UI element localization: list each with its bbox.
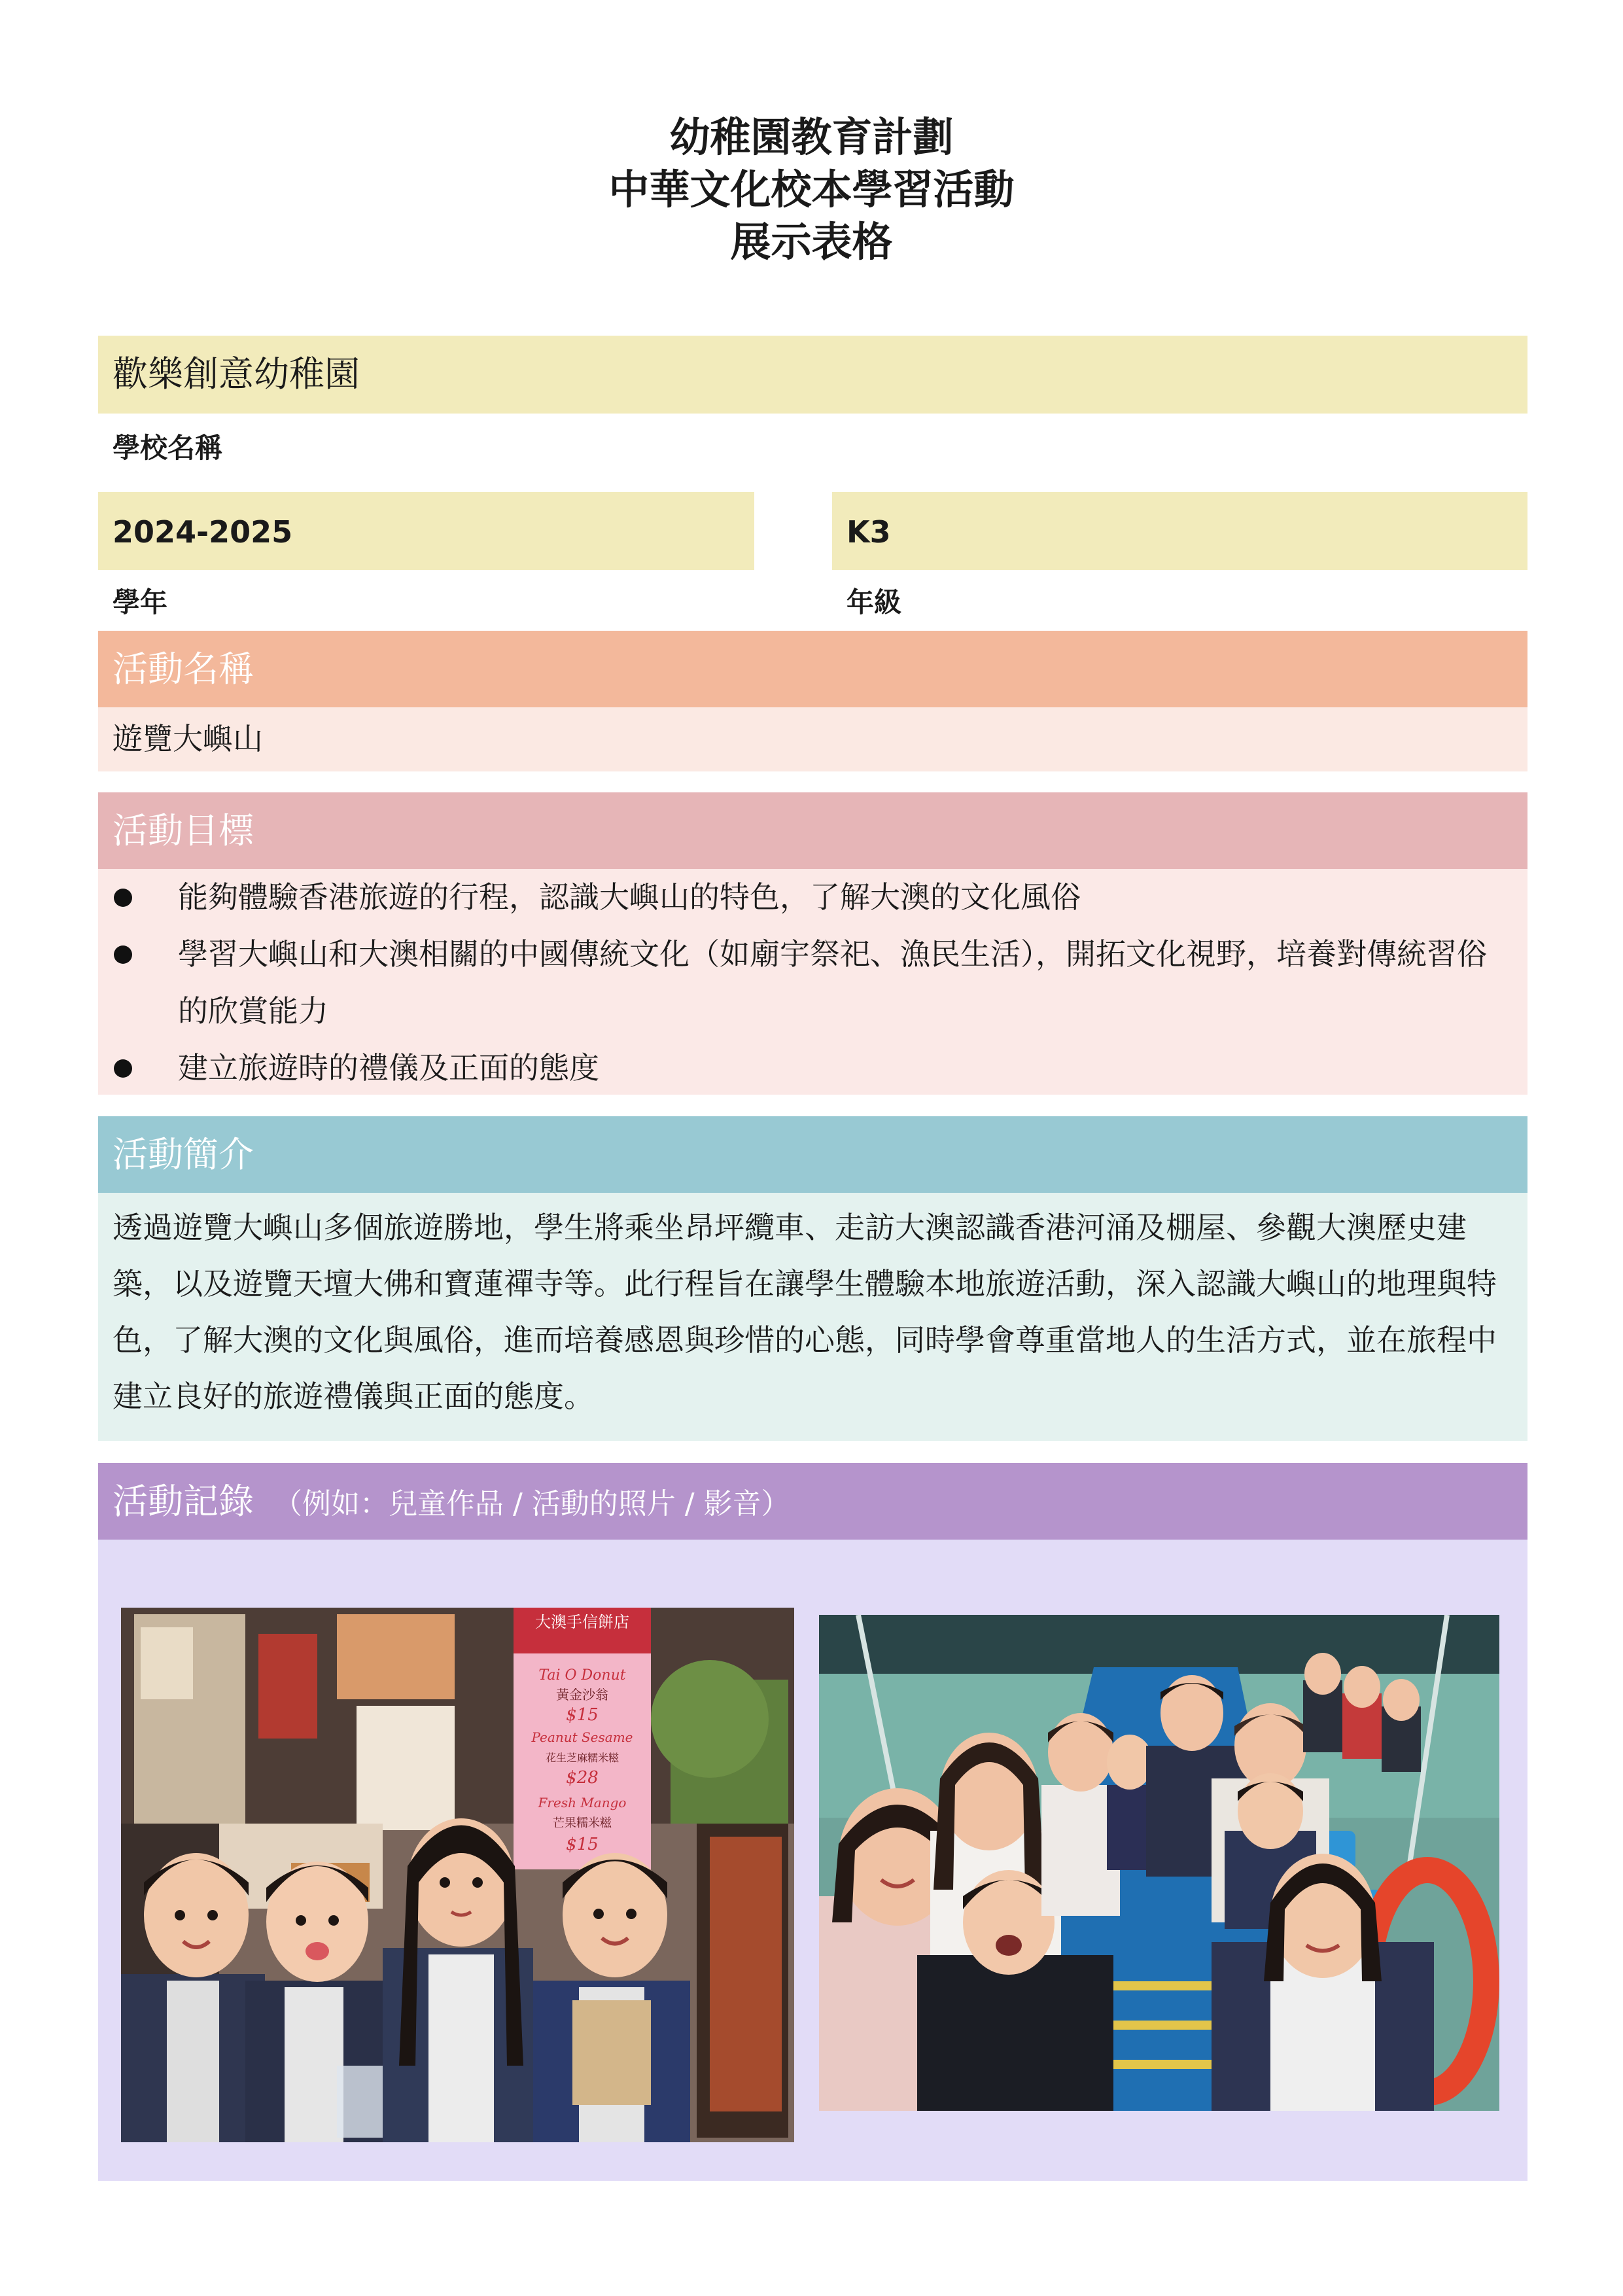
activity-name-heading: 活動名稱 xyxy=(113,648,254,690)
shop-sign-item1-name: Tai O Donut xyxy=(538,1667,626,1684)
shop-sign-item1-price: $15 xyxy=(566,1705,599,1725)
grade-value: K3 xyxy=(846,514,891,550)
objective-text: 建立旅遊時的禮儀及正面的態度 xyxy=(178,1050,599,1086)
shop-sign-name: 大澳手信餅店 xyxy=(535,1613,629,1631)
shop-sign-item2-price: $28 xyxy=(566,1768,599,1788)
objectives-header xyxy=(98,792,1527,869)
school-year-field[interactable] xyxy=(98,492,754,570)
school-name-label: 學校名稱 xyxy=(113,432,223,464)
shop-sign-item1-cn: 黃金沙翁 xyxy=(556,1687,608,1703)
title-line-3: 展示表格 xyxy=(730,218,893,266)
objective-text: 學習大嶼山和大澳相關的中國傳統文化（如廟宇祭祀、漁民生活），開拓文化視野，培養對傳統習俗的欣賞能力 xyxy=(178,936,1487,1029)
record-subheading: （例如：兒童作品 / 活動的照片 / 影音） xyxy=(273,1487,790,1521)
shop-sign-item2-cn: 花生芝麻糯米糍 xyxy=(545,1752,620,1764)
objectives-heading: 活動目標 xyxy=(113,810,254,851)
introduction-heading: 活動簡介 xyxy=(113,1134,254,1175)
objective-text: 能夠體驗香港旅遊的行程，認識大嶼山的特色，了解大澳的文化風俗 xyxy=(178,879,1081,915)
activity-name-header xyxy=(98,631,1527,707)
photo-shop-svg xyxy=(121,1608,794,2142)
activity-name-value: 遊覽大嶼山 xyxy=(113,721,263,756)
photo-shop-children xyxy=(121,1608,794,2142)
introduction-field[interactable] xyxy=(98,1193,1527,1441)
introduction-text: 透過遊覽大嶼山多個旅遊勝地，學生將乘坐昂坪纜車、走訪大澳認識香港河涌及棚屋、參觀大澳歷史建築，以及遊覽天壇大佛和寶蓮禪寺等。此行程旨在讓學生體驗本地旅遊活動，深入認識大嶼山的地理與特色，了解大澳的文化與風俗，進而培養感恩與珍惜的心態，同時學會尊重當地人的生活方式，並在旅程中建立良好的旅遊禮儀與正面的態度。 xyxy=(113,1210,1497,1414)
shop-sign-item2-name: Peanut Sesame xyxy=(531,1729,633,1745)
introduction-header xyxy=(98,1116,1527,1193)
record-heading: 活動記錄 xyxy=(113,1481,254,1522)
shop-sign-item3-price: $15 xyxy=(566,1835,599,1854)
bullet-icon xyxy=(114,889,132,907)
school-name-value: 歡樂創意幼稚園 xyxy=(113,353,360,395)
title-line-1: 幼稚園教育計劃 xyxy=(669,113,954,161)
school-year-label: 學年 xyxy=(113,586,168,618)
activity-name-field[interactable] xyxy=(98,707,1527,771)
grade-field[interactable] xyxy=(832,492,1527,570)
document-title xyxy=(0,111,1623,268)
bullet-icon xyxy=(114,1059,132,1078)
school-year-value: 2024-2025 xyxy=(113,514,293,550)
photo-boat-group xyxy=(819,1615,1499,2111)
title-line-2: 中華文化校本學習活動 xyxy=(608,166,1015,213)
bullet-icon xyxy=(114,945,132,964)
photo-boat-svg xyxy=(819,1615,1499,2111)
objectives-field[interactable] xyxy=(98,869,1527,1095)
record-header xyxy=(98,1463,1527,1540)
shop-sign-item3-cn: 芒果糯米糍 xyxy=(553,1816,612,1830)
school-name-field[interactable] xyxy=(98,336,1527,414)
shop-sign-item3-name: Fresh Mango xyxy=(538,1795,627,1810)
grade-label: 年級 xyxy=(846,586,902,618)
